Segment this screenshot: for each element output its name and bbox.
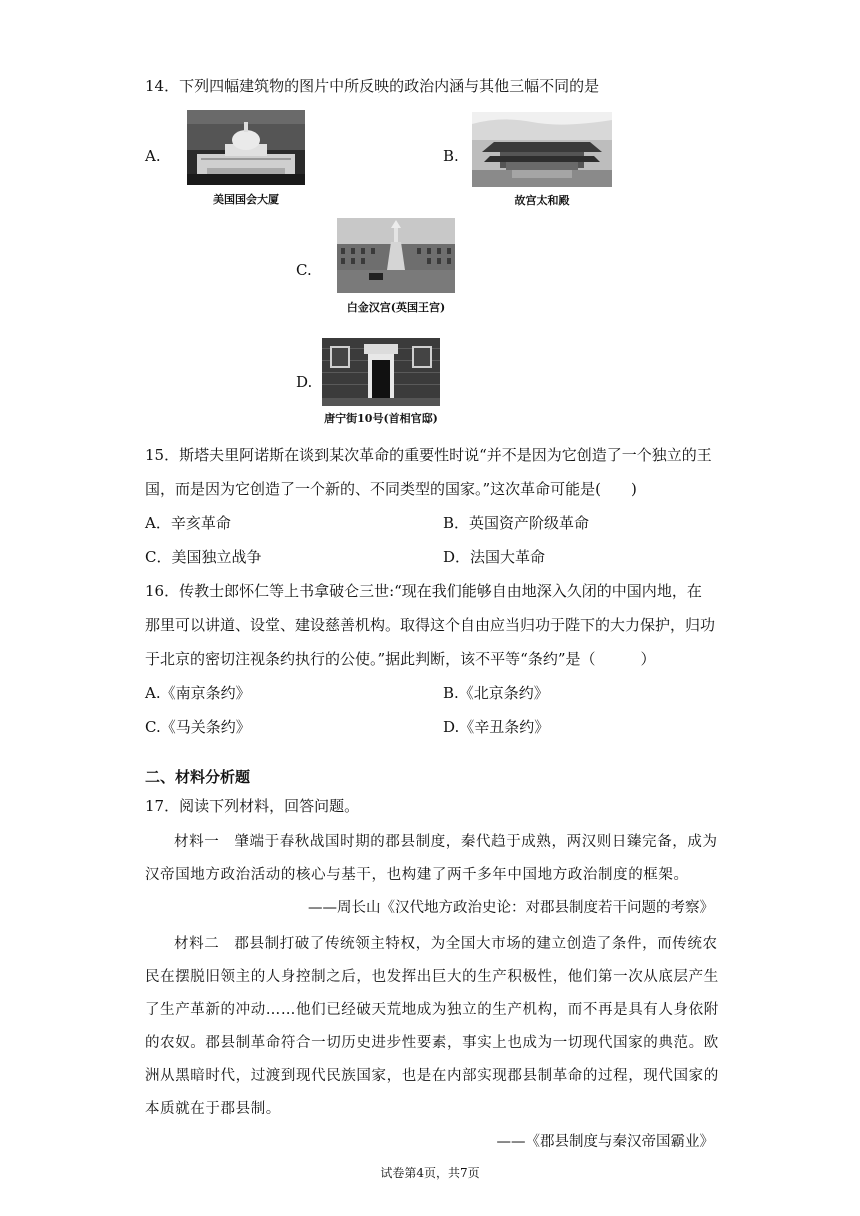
q16-option-a: A.《南京条约》 (145, 684, 251, 702)
q15-option-b: B．英国资产阶级革命 (443, 514, 590, 532)
q16-stem-line-1: 16．传教士郎怀仁等上书拿破仑三世:“现在我们能够自由地深入久闭的中国内地，在 (145, 582, 702, 600)
material-2-line-6: 本质就在于郡县制。 (145, 1101, 281, 1117)
q14-option-b-caption: 故宫太和殿 (514, 194, 570, 207)
material-2-line-1: 材料二 郡县制打破了传统领主特权，为全国大市场的建立创造了条件，而传统农 (174, 936, 718, 952)
q15-stem-line-1: 15．斯塔夫里阿诺斯在谈到某次革命的重要性时说“并不是因为它创造了一个独立的王 (145, 446, 712, 464)
q14-option-d-caption: 唐宁街10号(首相官邸) (324, 412, 438, 425)
q15-stem-line-2: 国，而是因为它创造了一个新的、不同类型的国家。”这次革命可能是( ) (145, 480, 637, 498)
q14-option-b-letter: B. (443, 147, 459, 165)
q16-option-c: C.《马关条约》 (145, 718, 251, 736)
material-2-line-2: 民在摆脱旧领主的人身控制之后，也发挥出巨大的生产积极性，他们第一次从底层产生 (145, 969, 719, 985)
q16-option-d: D.《辛丑条约》 (443, 718, 550, 736)
material-1-line-2: 汉帝国地方政治活动的核心与基干，也构建了两千多年中国地方政治制度的框架。 (145, 867, 689, 883)
material-2-line-3: 了生产革新的冲动……他们已经破天荒地成为独立的生产机构，而不再是具有人身依附 (145, 1002, 719, 1018)
buckingham-palace-photo (337, 218, 455, 293)
material-2-source: ——《郡县制度与秦汉帝国霸业》 (496, 1134, 714, 1150)
q16-stem-line-2: 那里可以讲道、设堂、建设慈善机构。取得这个自由应当归功于陛下的大力保护，归功 (145, 616, 716, 634)
q14-option-a-caption: 美国国会大厦 (213, 193, 279, 206)
section-title: 二、材料分析题 (145, 768, 251, 786)
q17-stem: 17．阅读下列材料，回答问题。 (145, 797, 360, 815)
q15-option-a: A．辛亥革命 (145, 514, 231, 532)
downing-street-photo (322, 338, 440, 406)
q14-option-a-letter: A. (145, 147, 161, 165)
q14-option-d-letter: D. (296, 373, 313, 391)
q15-option-c: C．美国独立战争 (145, 548, 262, 566)
q16-stem-line-3: 于北京的密切注视条约执行的公使。”据此判断，该不平等“条约”是（ ） (145, 650, 656, 668)
material-2-line-4: 的农奴。郡县制革命符合一切历史进步性要素，事实上也成为一切现代国家的典范。欧 (145, 1035, 719, 1051)
q14-option-c-letter: C. (296, 261, 312, 279)
forbidden-city-hall-photo (472, 112, 612, 187)
material-1-source: ——周长山《汉代地方政治史论：对郡县制度若干问题的考察》 (308, 900, 714, 916)
q15-option-d: D．法国大革命 (443, 548, 546, 566)
material-1-line-1: 材料一 肇端于春秋战国时期的郡县制度，秦代趋于成熟，两汉则日臻完备，成为 (174, 834, 718, 850)
material-2-line-5: 洲从黑暗时代，过渡到现代民族国家，也是在内部实现郡县制革命的过程，现代国家的 (145, 1068, 719, 1084)
q14-option-c-caption: 白金汉宫(英国王宫) (346, 301, 446, 314)
capitol-building-photo (187, 110, 305, 185)
page-footer: 试卷第4页，共7页 (380, 1166, 480, 1180)
q14-stem: 14．下列四幅建筑物的图片中所反映的政治内涵与其他三幅不同的是 (145, 77, 600, 95)
q16-option-b: B.《北京条约》 (443, 684, 549, 702)
